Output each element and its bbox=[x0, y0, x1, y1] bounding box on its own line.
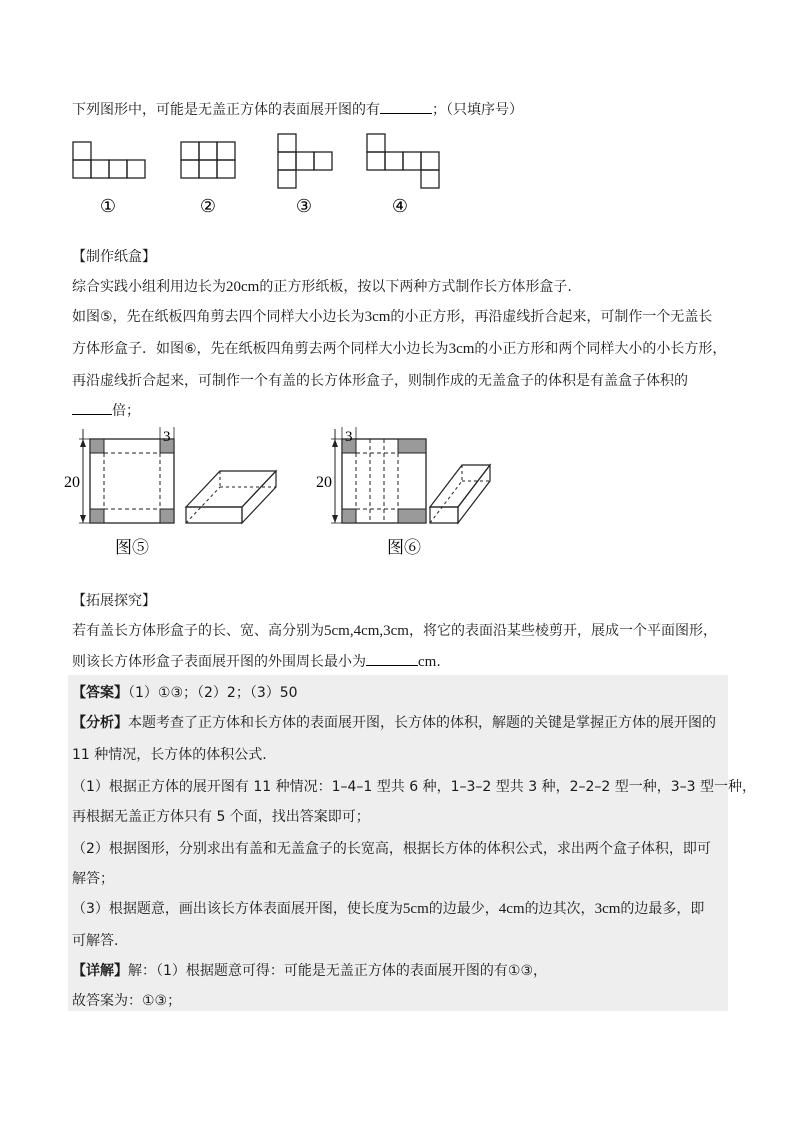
analysis-l5: （2）根据图形，分别求出有盖和无盖盒子的长宽高，根据长方体的体积公式，求出两个盒子体积，即可 bbox=[72, 841, 711, 857]
fig6-cut-label: 3 bbox=[345, 429, 353, 445]
fig5-caption: 图⑤ bbox=[115, 538, 149, 557]
analysis-text-1: 本题考查了正方体和长方体的表面展开图，长方体的体积，解题的关键是掌握正方体的展开图的 bbox=[128, 715, 716, 731]
make-p1-b: 的正方形纸板，按以下两种方式制作长方体形盒子. bbox=[259, 279, 572, 295]
analysis-l8: 可解答. bbox=[72, 933, 119, 949]
net-3-label: ③ bbox=[295, 196, 313, 216]
analysis-l3: （1）根据正方体的展开图有 11 种情况：1–4–1 型共 6 种，1–3–2 型共 3 种，2–2–2 型一种，3–3 型一种， bbox=[72, 779, 757, 795]
q1-text-a: 下列图形中，可能是无盖正方体的表面展开图的有 bbox=[72, 102, 380, 118]
make-p3-b: 的小正方形和两个同样大小的小长方形， bbox=[474, 341, 727, 357]
side-length: 20cm bbox=[226, 279, 260, 295]
net-1-label: ① bbox=[99, 196, 117, 216]
detail-l2: 故答案为：①③； bbox=[72, 993, 182, 1009]
cut-length-2: 3cm bbox=[448, 341, 475, 357]
make-p2-b: 的小正方形，再沿虚线折合起来，可制作一个无盖长 bbox=[390, 309, 713, 325]
section-explore-title: 【拓展探究】 bbox=[72, 593, 156, 609]
fig6-side-label: 20 bbox=[316, 474, 332, 491]
net-2-label: ② bbox=[199, 196, 217, 216]
answer-tag: 【答案】 bbox=[72, 685, 128, 701]
cube-nets-figure bbox=[0, 130, 800, 230]
net-3 bbox=[278, 134, 332, 188]
analysis-l7-u1: 5cm bbox=[402, 901, 429, 917]
figure-6 bbox=[316, 427, 490, 557]
section-make-title: 【制作纸盒】 bbox=[72, 249, 156, 265]
figure-5 bbox=[64, 427, 276, 557]
net-1 bbox=[73, 142, 145, 178]
analysis-l1 bbox=[72, 712, 716, 732]
make-p5-text: 倍； bbox=[112, 403, 140, 419]
fig6-caption: 图⑥ bbox=[387, 538, 421, 557]
explore-p1-a: 若有盖长方体形盒子的长、宽、高分别为 bbox=[72, 623, 324, 639]
ratio-answer-blank bbox=[72, 414, 112, 415]
make-p3 bbox=[72, 338, 726, 358]
analysis-l7-u3: 3cm bbox=[594, 901, 621, 917]
make-p4: 再沿虚线折合起来，可制作一个有盖的长方体形盒子，则制作成的无盖盒子的体积是有盖盒子体积的 bbox=[72, 373, 688, 389]
explore-p2 bbox=[72, 651, 441, 671]
analysis-tag: 【分析】 bbox=[72, 715, 128, 731]
analysis-l7-a: （3）根据题意，画出该长方体表面展开图，使长度为 bbox=[72, 901, 403, 917]
box-dimensions: 5cm,4cm,3cm bbox=[324, 623, 409, 639]
net-4 bbox=[367, 134, 439, 188]
net-2 bbox=[181, 142, 235, 178]
explore-p2-a: 则该长方体形盒子表面展开图的外围周长最小为 bbox=[72, 654, 366, 670]
detail-text-1: 解：（1）根据题意可得：可能是无盖正方体的表面展开图的有①③， bbox=[128, 963, 548, 979]
detail-tag: 【详解】 bbox=[72, 963, 128, 979]
make-p1-a: 综合实践小组利用边长为 bbox=[72, 279, 226, 295]
explore-p1-b: ，将它的表面沿某些棱剪开，展成一个平面图形， bbox=[408, 623, 717, 639]
fig5-cut-label: 3 bbox=[163, 429, 171, 445]
make-p1 bbox=[72, 276, 572, 296]
make-p2-a: 如图⑤，先在纸板四角剪去四个同样大小边长为 bbox=[72, 309, 365, 325]
net-4-label: ④ bbox=[391, 196, 409, 216]
box-figures bbox=[0, 425, 800, 565]
make-p2 bbox=[72, 306, 712, 326]
perimeter-answer-blank bbox=[366, 665, 418, 666]
analysis-l7 bbox=[72, 898, 704, 918]
analysis-l2: 11 种情况，长方体的体积公式. bbox=[72, 747, 267, 763]
q1-answer-blank bbox=[380, 113, 432, 114]
analysis-l7-b: 的边最少， bbox=[428, 901, 499, 917]
answer-line bbox=[72, 682, 298, 702]
analysis-l7-d: 的边最多，即 bbox=[620, 901, 705, 917]
make-p5 bbox=[72, 400, 140, 420]
q1-text-b: ；（只填序号） bbox=[432, 102, 523, 118]
analysis-l4: 再根据无盖正方体只有 5 个面，找出答案即可； bbox=[72, 809, 370, 825]
make-p3-a: 方体形盒子．如图⑥，先在纸板四角剪去两个同样大小边长为 bbox=[72, 341, 449, 357]
analysis-l7-c: 的边其次， bbox=[524, 901, 595, 917]
analysis-l7-u2: 4cm bbox=[498, 901, 525, 917]
analysis-l6: 解答； bbox=[72, 871, 114, 887]
explore-p2-b: . bbox=[436, 654, 441, 670]
answer-text: （1）①③；（2）2；（3）50 bbox=[128, 685, 298, 701]
explore-p1 bbox=[72, 620, 717, 640]
q1-text bbox=[72, 99, 523, 119]
unit-cm: cm bbox=[418, 654, 437, 670]
cut-length: 3cm bbox=[364, 309, 391, 325]
fig5-side-label: 20 bbox=[64, 474, 80, 491]
detail-l1 bbox=[72, 960, 547, 980]
